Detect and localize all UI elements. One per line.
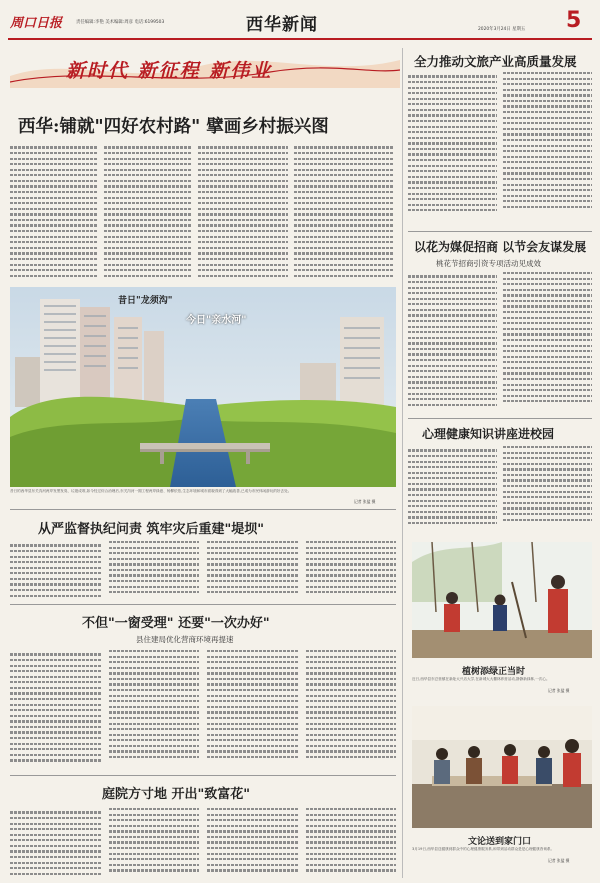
lead-article-col-3 — [198, 143, 288, 283]
divider-dike-bottom — [10, 604, 396, 605]
planting-caption: 近日,西华县东总营镇在新址大兴店大学,在新城大大棚林养营活动,静静新绿林,一次心。 — [412, 677, 550, 681]
culture-photo — [412, 706, 592, 828]
lead-article-col-2 — [104, 143, 192, 283]
window-subhead: 县住建局优化营商环境再提速 — [136, 635, 234, 644]
right-mid-body — [408, 272, 592, 412]
lead-article-col-4 — [294, 143, 394, 283]
banner — [10, 48, 400, 88]
lead-photo-credit: 记者 张猛 摄 — [354, 499, 376, 504]
page-number: 5 — [566, 8, 582, 33]
culture-caption-title: 文论送到家门口 — [468, 837, 532, 847]
window-article-body — [10, 650, 396, 772]
divider-right-mid — [408, 418, 592, 419]
issue-date: 2020年3月24日 星期五 — [478, 27, 526, 32]
photo-label-before: 昔日"龙须沟" — [118, 296, 173, 306]
divider-lead-bottom — [10, 509, 396, 510]
planting-photo-scene — [412, 542, 592, 658]
section-title: 西华新闻 — [246, 15, 318, 35]
divider-window-bottom — [10, 775, 396, 776]
court-headline: 庭院方寸地 开出"致富花" — [102, 787, 251, 802]
planting-caption-title: 植树添绿正当时 — [462, 667, 526, 677]
court-article-body — [10, 808, 396, 878]
right-top-body — [408, 72, 592, 226]
culture-caption: 3月19日,西华县送健康到群众中的心理健康服务系,和带到活动群众是是心理健康咨询系。 — [412, 847, 555, 851]
editor-info: 责任编辑:李艳 美术编辑:周彦 电话:6199503 — [76, 20, 165, 25]
dike-article-body — [10, 541, 396, 601]
window-headline: 不但"一窗受理" 还要"一次办好" — [82, 616, 270, 631]
right-mid-headline: 以花为媒促招商 以节会友谋发展 — [414, 240, 587, 254]
lead-article-col-1 — [10, 143, 98, 283]
column-divider — [402, 48, 403, 878]
paper-name: 周口日报 — [10, 16, 63, 31]
planting-credit: 记者 张猛 摄 — [548, 688, 570, 693]
lead-photo-caption: 昔日的西华县东关沟河两岸发黑发臭、垃圾成堆,如今经过综合治理后,东关沟河一期工程两岸绿意、杨柳依依,生态环境和城市面貌得到了大幅改善,已成为市民休闲游玩的好去处。 — [10, 489, 292, 493]
right-mid-subhead: 桃花节招商引资专项活动见成效 — [436, 259, 541, 268]
banner-text: 新时代 新征程 新伟业 — [66, 60, 273, 82]
right-top-headline: 全力推动文旅产业高质量发展 — [414, 54, 577, 69]
right-low-headline: 心理健康知识讲座进校园 — [422, 427, 555, 441]
right-low-body — [408, 446, 592, 532]
lead-photo — [10, 287, 396, 487]
culture-credit: 记者 张猛 摄 — [548, 858, 570, 863]
photo-label-after: 今日"亲水河" — [186, 315, 247, 326]
lead-headline: 西华:铺就"四好农村路" 擘画乡村振兴图 — [18, 117, 329, 137]
culture-photo-scene — [412, 706, 592, 828]
masthead-rule — [8, 38, 592, 40]
dike-headline: 从严监督执纪问责 筑牢灾后重建"堤坝" — [38, 522, 265, 537]
planting-photo — [412, 542, 592, 658]
masthead — [0, 0, 600, 40]
divider-right-top — [408, 231, 592, 232]
